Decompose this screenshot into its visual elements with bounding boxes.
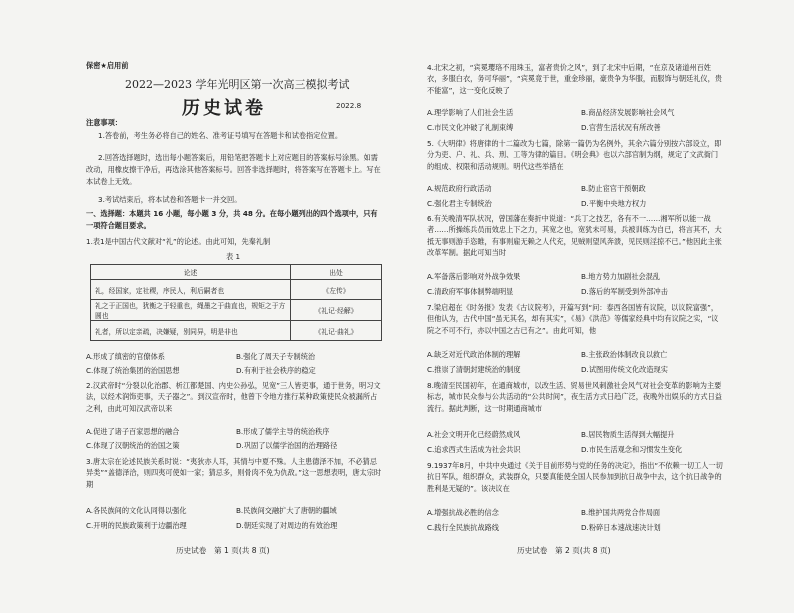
table-cell-statement: 礼之于正国也，犹衡之于轻重也，绳墨之于曲直也，规矩之于方圆也 xyxy=(91,300,291,321)
table-cell-statement: 礼者，所以定亲疏，决嫌疑，别同异，明是非也 xyxy=(91,321,291,341)
q1-option-b[interactable]: B.强化了周天子专制统治 xyxy=(236,352,316,361)
table-header-statement: 论述 xyxy=(91,265,291,280)
page-footer-2: 历史试卷 第 2 页(共 8 页) xyxy=(517,546,611,555)
q5-option-a[interactable]: A.规范政府行政活动 xyxy=(427,184,492,193)
q6-option-a[interactable]: A.军备落后影响对外战争效果 xyxy=(427,272,521,281)
q3-option-a[interactable]: A.各民族间的文化认同得以强化 xyxy=(86,506,187,515)
section-1-heading: 一、选择题：本题共 16 小题，每小题 3 分，共 48 分。在每小题列出的四个选项中，只有一项符合题目要求。 xyxy=(86,209,378,230)
q3-option-b[interactable]: B.民族间交融扩大了唐朝的疆域 xyxy=(236,506,337,515)
q8-option-d[interactable]: D.市民生活观念和习惯发生变化 xyxy=(581,445,683,454)
table-caption: 表 1 xyxy=(226,252,241,261)
q1-option-d[interactable]: D.有利于社会秩序的稳定 xyxy=(236,366,316,375)
exam-date: 2022.8 xyxy=(336,101,362,110)
page-footer-1: 历史试卷 第 1 页(共 8 页) xyxy=(176,546,270,555)
note-2: 2.回答选择题时，选出每小题答案后，用铅笔把答题卡上对应题目的答案标号涂黑。如需改动，用橡皮擦干净后，再选涂其他答案标号。回答非选择题时，将答案写在答题卡上。写在本试卷上无效。 xyxy=(86,153,381,186)
q6-option-b[interactable]: B.地方势力加剧社会混乱 xyxy=(581,272,661,281)
confidential-label: 保密★启用前 xyxy=(86,61,129,70)
q4-option-a[interactable]: A.理学影响了人们社会生活 xyxy=(427,108,514,117)
q9-option-a[interactable]: A.增强抗战必胜的信念 xyxy=(427,508,499,517)
q2-option-d[interactable]: D.巩固了以儒学治国的治理路径 xyxy=(236,441,338,450)
q3-option-c[interactable]: C.开明的民族政策利于边疆治理 xyxy=(86,521,187,530)
q6-option-c[interactable]: C.清政府军事体制弊端明显 xyxy=(427,287,514,296)
q5-option-c[interactable]: C.强化君主专制统治 xyxy=(427,199,492,208)
q5-option-d[interactable]: D.平衡中央地方权力 xyxy=(581,199,647,208)
q7-option-a[interactable]: A.缺乏对近代政治体制的理解 xyxy=(427,350,521,359)
exam-page-2 xyxy=(397,0,794,613)
q7-stem: 7.梁启超在《时务报》发表《古议院考》，开篇写到“问：泰西各国皆有议院，以议院富强”，但他认为，古代中国“虽无其名，却有其实”，《易》《洪范》等儒家经典中均有议院之实，“议院之不可不行，亦以中国之古已有之”。由此可知，他 xyxy=(427,303,719,335)
q9-option-c[interactable]: C.践行全民族抗战路线 xyxy=(427,523,499,532)
table-row xyxy=(91,321,382,341)
q7-option-c[interactable]: C.推崇了清朝封建统治的制度 xyxy=(427,365,521,374)
q9-option-b[interactable]: B.维护国共两党合作局面 xyxy=(581,508,661,517)
q1-option-c[interactable]: C.体现了统治集团的治国思想 xyxy=(86,366,180,375)
q2-option-c[interactable]: C.体现了汉朝统治的治国之策 xyxy=(86,441,180,450)
q4-option-d[interactable]: D.官营生活状况有所改善 xyxy=(581,123,661,132)
table-row xyxy=(91,300,382,321)
q6-stem: 6.有关晚清军队状况，曾国藩在奏折中说道：“兵丁之技艺，各有不一……湘军所以能一战者……所操练兵员而效忠上下之力，其宽之也，宽犹未可易，兵被训练为自已，将言其不，大抵无事则游手恣睢，有事则雇无赖之人代充，见贼则望风奔溃，见民则淫掠不已。”他因此主张改革军制。据此可知当时 xyxy=(427,214,722,258)
q7-option-d[interactable]: D.试图用传统文化改造现实 xyxy=(581,365,668,374)
q1-option-a[interactable]: A.形成了缜密的官僚体系 xyxy=(86,352,165,361)
q4-stem: 4.北宋之初，“宾冕璎珞不用珠玉，富者贵价之风”，到了北宋中后期，“在京及诸道州百姓衣，多服白衣，务可华丽”，“宾冕竟于世，重金珍丽，豪贵争为华服，而服饰与朝廷礼仪，贵不能富”，这一变化反映了 xyxy=(427,63,722,95)
table-cell-statement: 礼，经国家，定社稷，序民人，利后嗣者也 xyxy=(91,280,291,300)
table-cell-source: 《左传》 xyxy=(291,280,382,300)
q2-option-a[interactable]: A.促进了诸子百家思想的融合 xyxy=(86,427,180,436)
q4-option-c[interactable]: C.市民文化冲破了礼制束缚 xyxy=(427,123,514,132)
q8-option-a[interactable]: A.社会文明开化已经蔚然成风 xyxy=(427,430,521,439)
notes-heading: 注意事项： xyxy=(86,118,122,127)
note-3: 3.考试结束后，将本试卷和答题卡一并交回。 xyxy=(98,195,242,204)
note-1: 1.答卷前，考生务必将自己的姓名、准考证号填写在答题卡和试卷指定位置。 xyxy=(98,131,343,140)
q3-option-d[interactable]: D.朝廷实现了对周边的有效治理 xyxy=(236,521,338,530)
exam-title: 2022—2023 学年光明区第一次高三模拟考试 xyxy=(125,78,350,91)
q2-stem: 2.汉武帝时“分裂以化治郡、析江都楚国、内史公孙弘，见宽”三人皆吏事，通于世务，明习文法，以经术润饰吏事，天子器之”。到汉宣帝时，他曾下令地方推行某种政策使民众被漏所占之利，由此可知汉武帝以来 xyxy=(86,381,381,413)
q8-stem: 8.晚清至民国初年，在通商城市，以改生活、贸易世风刺激社会风气对社会变革的影响为主要标志，城市民众参与公共活动的“公共时间”，夜生活方式日趋广泛，夜晚外出娱乐的方式日益流行。据此判断，这一时期通商城市 xyxy=(427,381,722,413)
subject-title: 历史试卷 xyxy=(182,98,266,119)
table-cell-source: 《礼记·经解》 xyxy=(291,300,382,321)
table-row xyxy=(91,280,382,300)
q1-stem: 1.表1是中国古代文献对“礼”的论述。由此可知，先秦礼制 xyxy=(86,237,271,246)
q4-option-b[interactable]: B.商品经济发展影响社会风气 xyxy=(581,108,675,117)
q5-option-b[interactable]: B.防止宦官干预朝政 xyxy=(581,184,646,193)
q6-option-d[interactable]: D.落后的军制受到外部冲击 xyxy=(581,287,668,296)
q8-option-c[interactable]: C.追求西式生活成为社会共识 xyxy=(427,445,521,454)
table-header-source: 出处 xyxy=(291,265,382,280)
q7-option-b[interactable]: B.主张政治体制改良以救亡 xyxy=(581,350,668,359)
q1-table xyxy=(90,264,382,341)
q2-option-b[interactable]: B.形成了儒学主导的统治秩序 xyxy=(236,427,330,436)
q9-option-d[interactable]: D.粉碎日本速战速决计划 xyxy=(581,523,661,532)
q5-stem: 5.《大明律》将唐律的十二篇改为七篇，除第一篇仍为名例外，其余六篇分别按六部设立，即分为吏、户、礼、兵、刑、工等为律的篇目。《明会典》也以六部官制为纲，规定了文武衙门的组成、权限和活动规则。明代这些举措在 xyxy=(427,139,722,171)
q9-stem: 9.1937年8月，中共中央通过《关于目前形势与党的任务的决定》，指出“不依赖一切工人一切抗日军队，组织群众，武装群众，只要真能使全国人民参加到抗日战争中去，这个抗日战争的胜利是无疑的”。该决议在 xyxy=(427,461,723,493)
q8-option-b[interactable]: B.居民物质生活得到大幅提升 xyxy=(581,430,675,439)
q3-stem: 3.唐太宗在论述民族关系时说：“夷狄亦人耳，其情与中夏不殊。人主患德泽不加，不必猜忌异类”“盖德泽洽，则四夷可使如一家；猜忌多，则骨肉不免为仇敌。”这一思想表明，唐太宗时期 xyxy=(86,457,382,489)
table-cell-source: 《礼记·曲礼》 xyxy=(291,321,382,341)
